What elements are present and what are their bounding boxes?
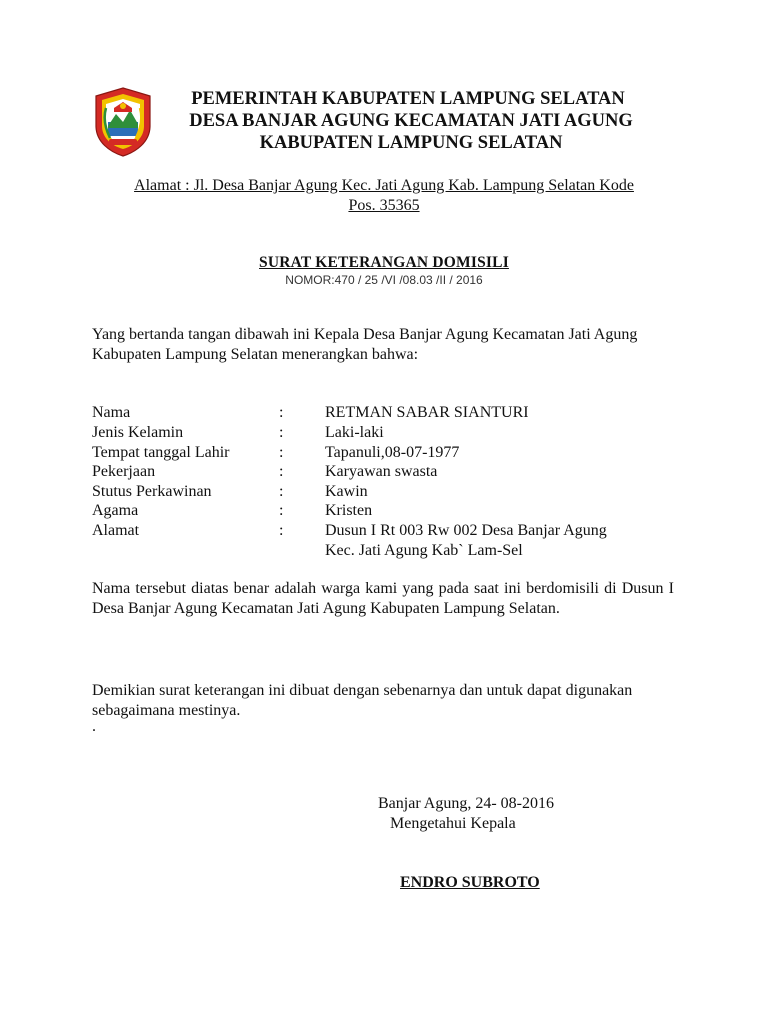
letterhead-line-3: KABUPATEN LAMPUNG SELATAN (259, 133, 563, 153)
identity-value: Kristen (325, 502, 373, 519)
identity-label: Pekerjaan (92, 463, 156, 480)
signature-place-date: Banjar Agung, 24- 08-2016 (378, 795, 554, 812)
identity-label: Tempat tanggal Lahir (92, 444, 230, 461)
identity-separator: : (279, 444, 284, 461)
identity-row-address (92, 521, 692, 561)
identity-row-name (92, 403, 692, 423)
identity-value: Kawin (325, 483, 368, 500)
office-address (92, 176, 676, 216)
address-line-2: Pos. 35365 (348, 197, 420, 214)
letterhead-line-2: DESA BANJAR AGUNG KECAMATAN JATI AGUNG (189, 111, 633, 131)
identity-separator: : (279, 404, 284, 421)
identity-label: Alamat (92, 522, 140, 539)
letterhead-line-1: PEMERINTAH KABUPATEN LAMPUNG SELATAN (191, 89, 625, 109)
address-line-1: Alamat : Jl. Desa Banjar Agung Kec. Jati Agung Kab. Lampung Selatan Kode (134, 177, 634, 194)
identity-label: Agama (92, 502, 139, 519)
closing-paragraph: Demikian surat keterangan ini dibuat dengan sebenarnya dan untuk dapat digunakan sebagaimana mestinya. (92, 682, 633, 719)
identity-row-religion (92, 501, 692, 521)
identity-separator: : (279, 424, 284, 441)
identity-label: Nama (92, 404, 131, 421)
identity-separator: : (279, 522, 284, 539)
identity-row-occupation (92, 462, 692, 482)
identity-value: RETMAN SABAR SIANTURI (325, 404, 529, 421)
identity-value: Dusun I Rt 003 Rw 002 Desa Banjar Agung (325, 522, 607, 539)
identity-value-line-2: Kec. Jati Agung Kab` Lam-Sel (325, 542, 523, 559)
signature-role: Mengetahui Kepala (390, 815, 516, 832)
document-title: SURAT KETERANGAN DOMISILI (259, 254, 509, 271)
identity-value: Laki-laki (325, 424, 384, 441)
identity-row-birth (92, 443, 692, 463)
stray-period: . (92, 718, 96, 735)
identity-separator: : (279, 463, 284, 480)
letterhead (156, 88, 666, 154)
identity-label: Stutus Perkawinan (92, 483, 212, 500)
statement-paragraph: Nama tersebut diatas benar adalah warga kami yang pada saat ini berdomisili di Dusun I Desa Banjar Agung Kecamatan Jati Agung Kabupaten Lampung Selatan. (92, 580, 674, 617)
identity-value: Karyawan swasta (325, 463, 438, 480)
identity-row-gender (92, 423, 692, 443)
regency-emblem-icon (92, 86, 154, 158)
signatory-name: ENDRO SUBROTO (400, 874, 540, 891)
identity-row-marital (92, 482, 692, 502)
identity-value: Tapanuli,08-07-1977 (325, 444, 460, 461)
identity-separator: : (279, 483, 284, 500)
identity-label: Jenis Kelamin (92, 424, 184, 441)
intro-paragraph: Yang bertanda tangan dibawah ini Kepala Desa Banjar Agung Kecamatan Jati Agung Kabupaten Lampung Selatan menerangkan bahwa: (92, 326, 638, 363)
identity-separator: : (279, 502, 284, 519)
document-number: NOMOR:470 / 25 /VI /08.03 /II / 2016 (285, 273, 483, 287)
